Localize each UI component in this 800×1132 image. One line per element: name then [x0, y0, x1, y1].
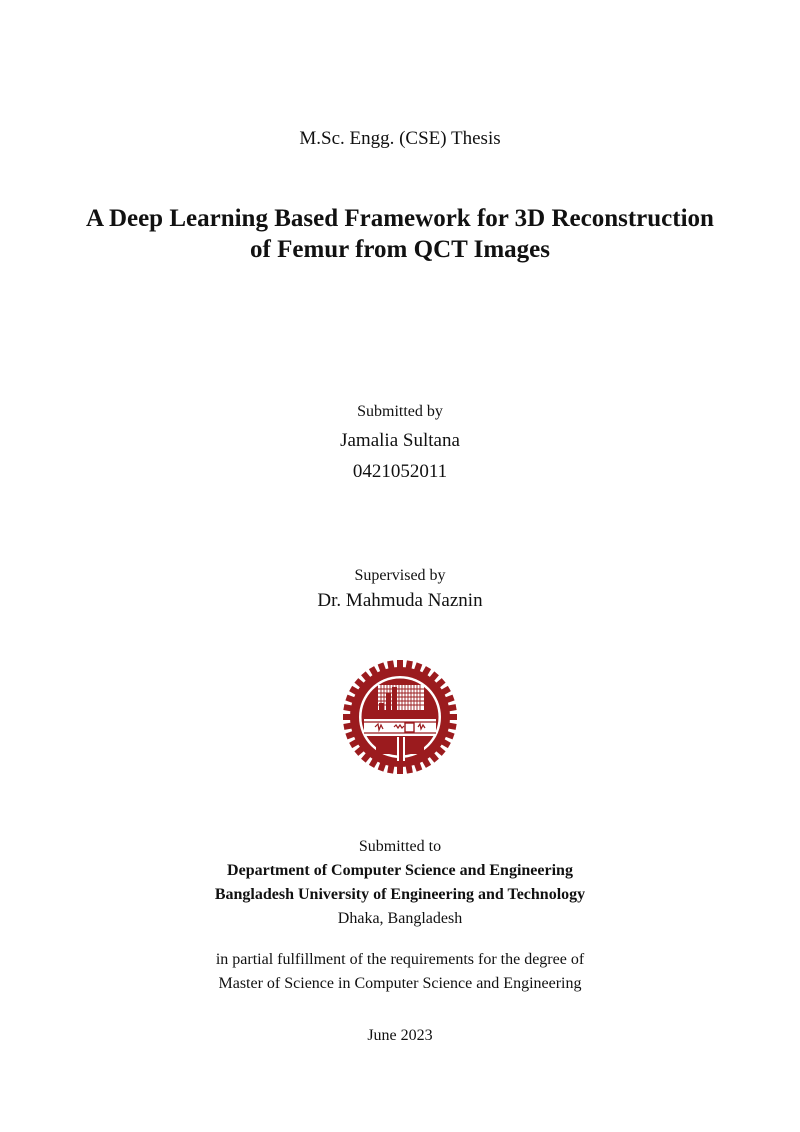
submitted-by-label: Submitted by: [357, 403, 443, 420]
department-name: Department of Computer Science and Engineering: [227, 862, 573, 879]
submitted-to-label: Submitted to: [358, 838, 442, 855]
student-id: 0421052011: [352, 461, 448, 482]
author-name: Jamalia Sultana: [340, 430, 460, 451]
supervisor-name: Dr. Mahmuda Naznin: [317, 590, 483, 611]
thesis-title-line-1: A Deep Learning Based Framework for 3D Reconstruction: [86, 205, 714, 232]
seal-band: [364, 719, 436, 736]
thesis-title-line-2: of Femur from QCT Images: [250, 236, 550, 263]
submission-date: June 2023: [367, 1027, 433, 1044]
university-location: Dhaka, Bangladesh: [337, 910, 463, 927]
requirement-line-2: Master of Science in Computer Science and Engineering: [218, 975, 582, 992]
degree-line: M.Sc. Engg. (CSE) Thesis: [299, 128, 501, 149]
supervised-by-label: Supervised by: [354, 567, 446, 584]
requirement-line-1: in partial fulfillment of the requirements for the degree of: [215, 951, 585, 968]
university-name: Bangladesh University of Engineering and Technology: [214, 886, 586, 903]
university-seal-icon: [342, 659, 458, 775]
